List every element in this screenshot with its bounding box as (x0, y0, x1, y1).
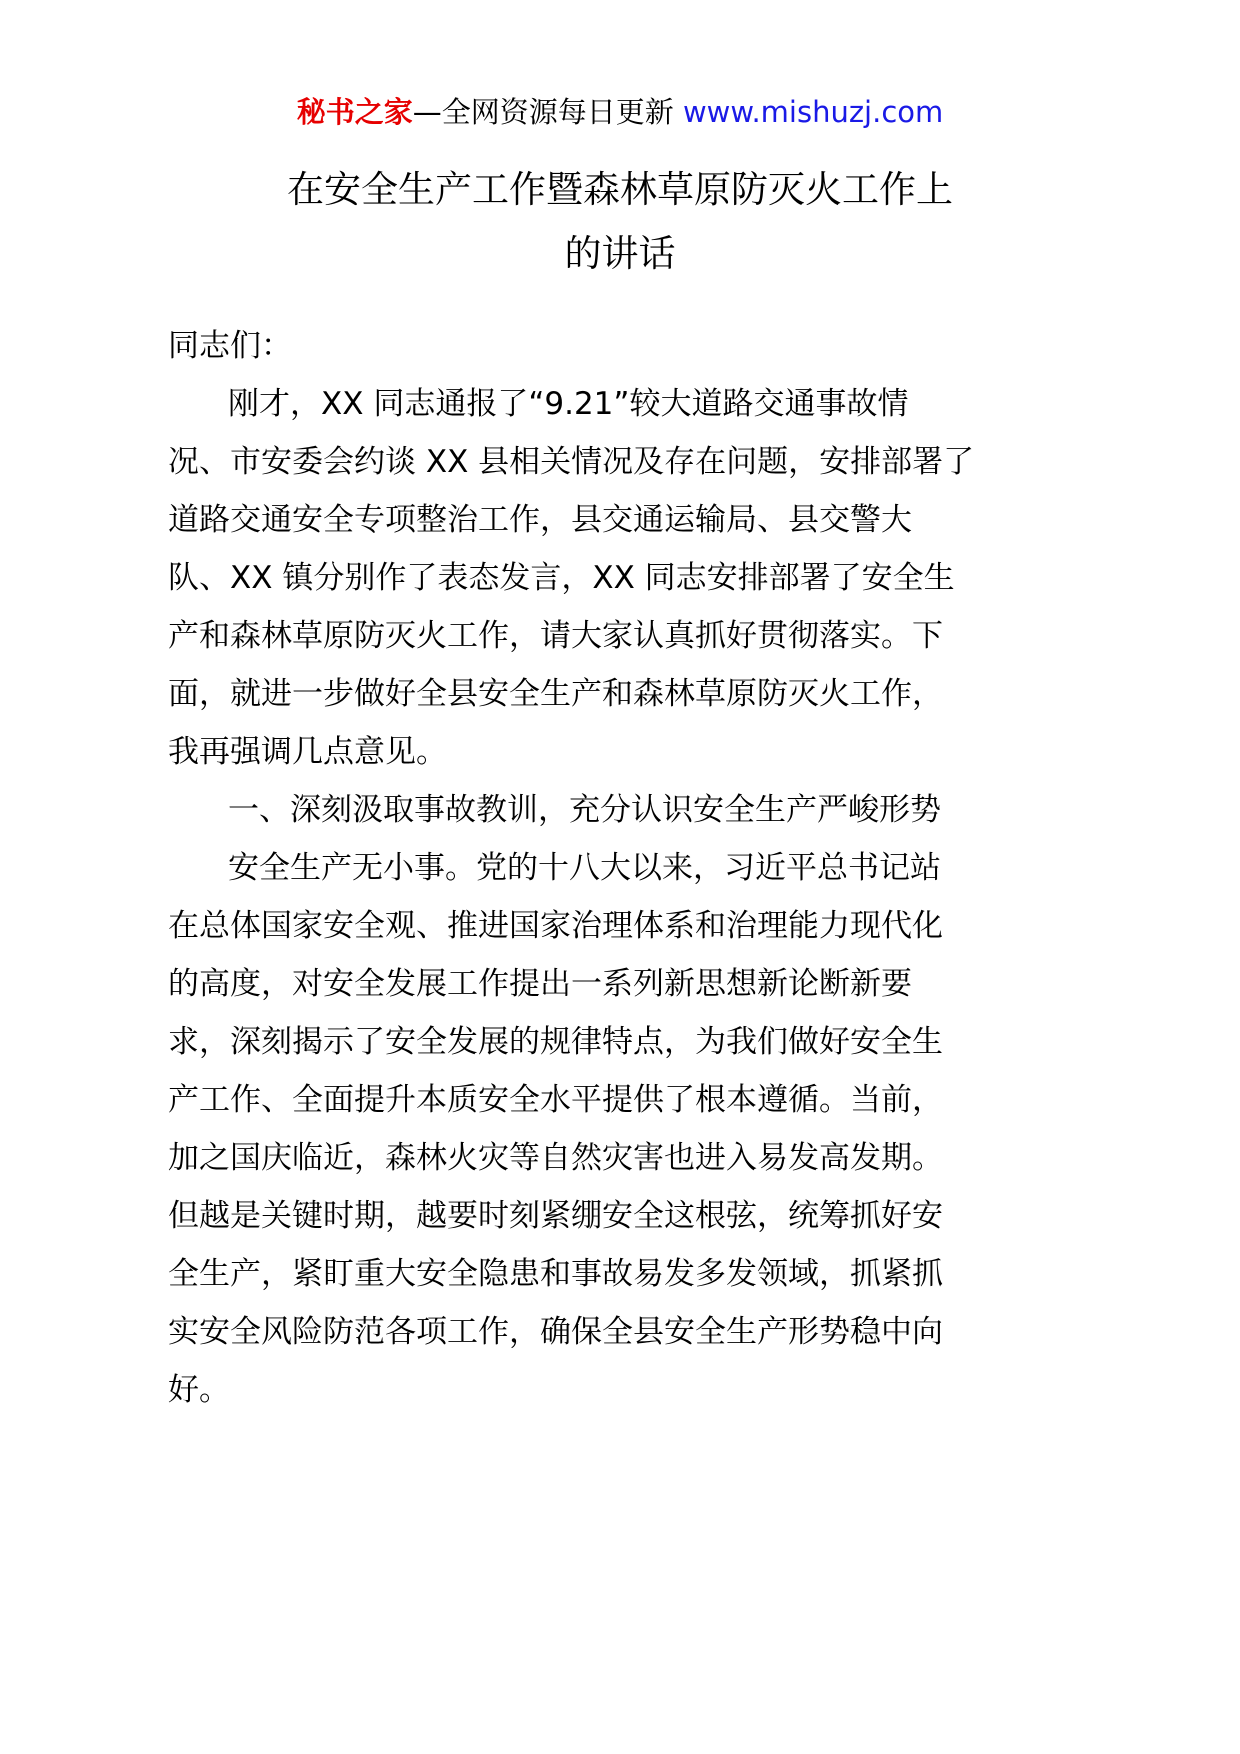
paragraph-line: 的高度，对安全发展工作提出一系列新思想新论断新要 (168, 966, 912, 1002)
paragraph-line: 在总体国家安全观、推进国家治理体系和治理能力现代化 (168, 908, 943, 944)
paragraph-line: 安全生产无小事。党的十八大以来，习近平总书记站 (228, 850, 941, 886)
site-header (0, 92, 1240, 132)
paragraph-line: 好。 (168, 1372, 230, 1408)
paragraph-line: 刚才，XX 同志通报了“9.21”较大道路交通事故情 (228, 386, 909, 422)
document-title-line-2: 的讲话 (564, 232, 676, 275)
site-brand: 秘书之家 (296, 95, 413, 129)
paragraph-line: 加之国庆临近，森林火灾等自然灾害也进入易发高发期。 (168, 1140, 943, 1176)
paragraph-line: 全生产，紧盯重大安全隐患和事故易发多发领域，抓紧抓 (168, 1256, 943, 1292)
section-heading: 一、深刻汲取事故教训，充分认识安全生产严峻形势 (228, 792, 941, 828)
document-title-line-1: 在安全生产工作暨森林草原防灭火工作上 (287, 168, 953, 211)
paragraph-line: 但越是关键时期，越要时刻紧绷安全这根弦，统筹抓好安 (168, 1198, 943, 1234)
paragraph-line: 道路交通安全专项整治工作，县交通运输局、县交警大 (168, 502, 912, 538)
paragraph-line: 面，就进一步做好全县安全生产和森林草原防灭火工作， (168, 676, 943, 712)
paragraph-line: 况、市安委会约谈 XX 县相关情况及存在问题，安排部署了 (168, 444, 975, 480)
site-url-link[interactable]: www.mishuzj.com (682, 95, 944, 129)
paragraph-line: 产工作、全面提升本质安全水平提供了根本遵循。当前， (168, 1082, 943, 1118)
salutation: 同志们： (168, 328, 292, 364)
paragraph-line: 队、XX 镇分别作了表态发言，XX 同志安排部署了安全生 (168, 560, 955, 596)
paragraph-line: 实安全风险防范各项工作，确保全县安全生产形势稳中向 (168, 1314, 943, 1350)
paragraph-line: 我再强调几点意见。 (168, 734, 447, 770)
paragraph-line: 产和森林草原防灭火工作，请大家认真抓好贯彻落实。下 (168, 618, 943, 654)
site-tagline: —全网资源每日更新 (412, 95, 674, 129)
paragraph-line: 求，深刻揭示了安全发展的规律特点，为我们做好安全生 (168, 1024, 943, 1060)
